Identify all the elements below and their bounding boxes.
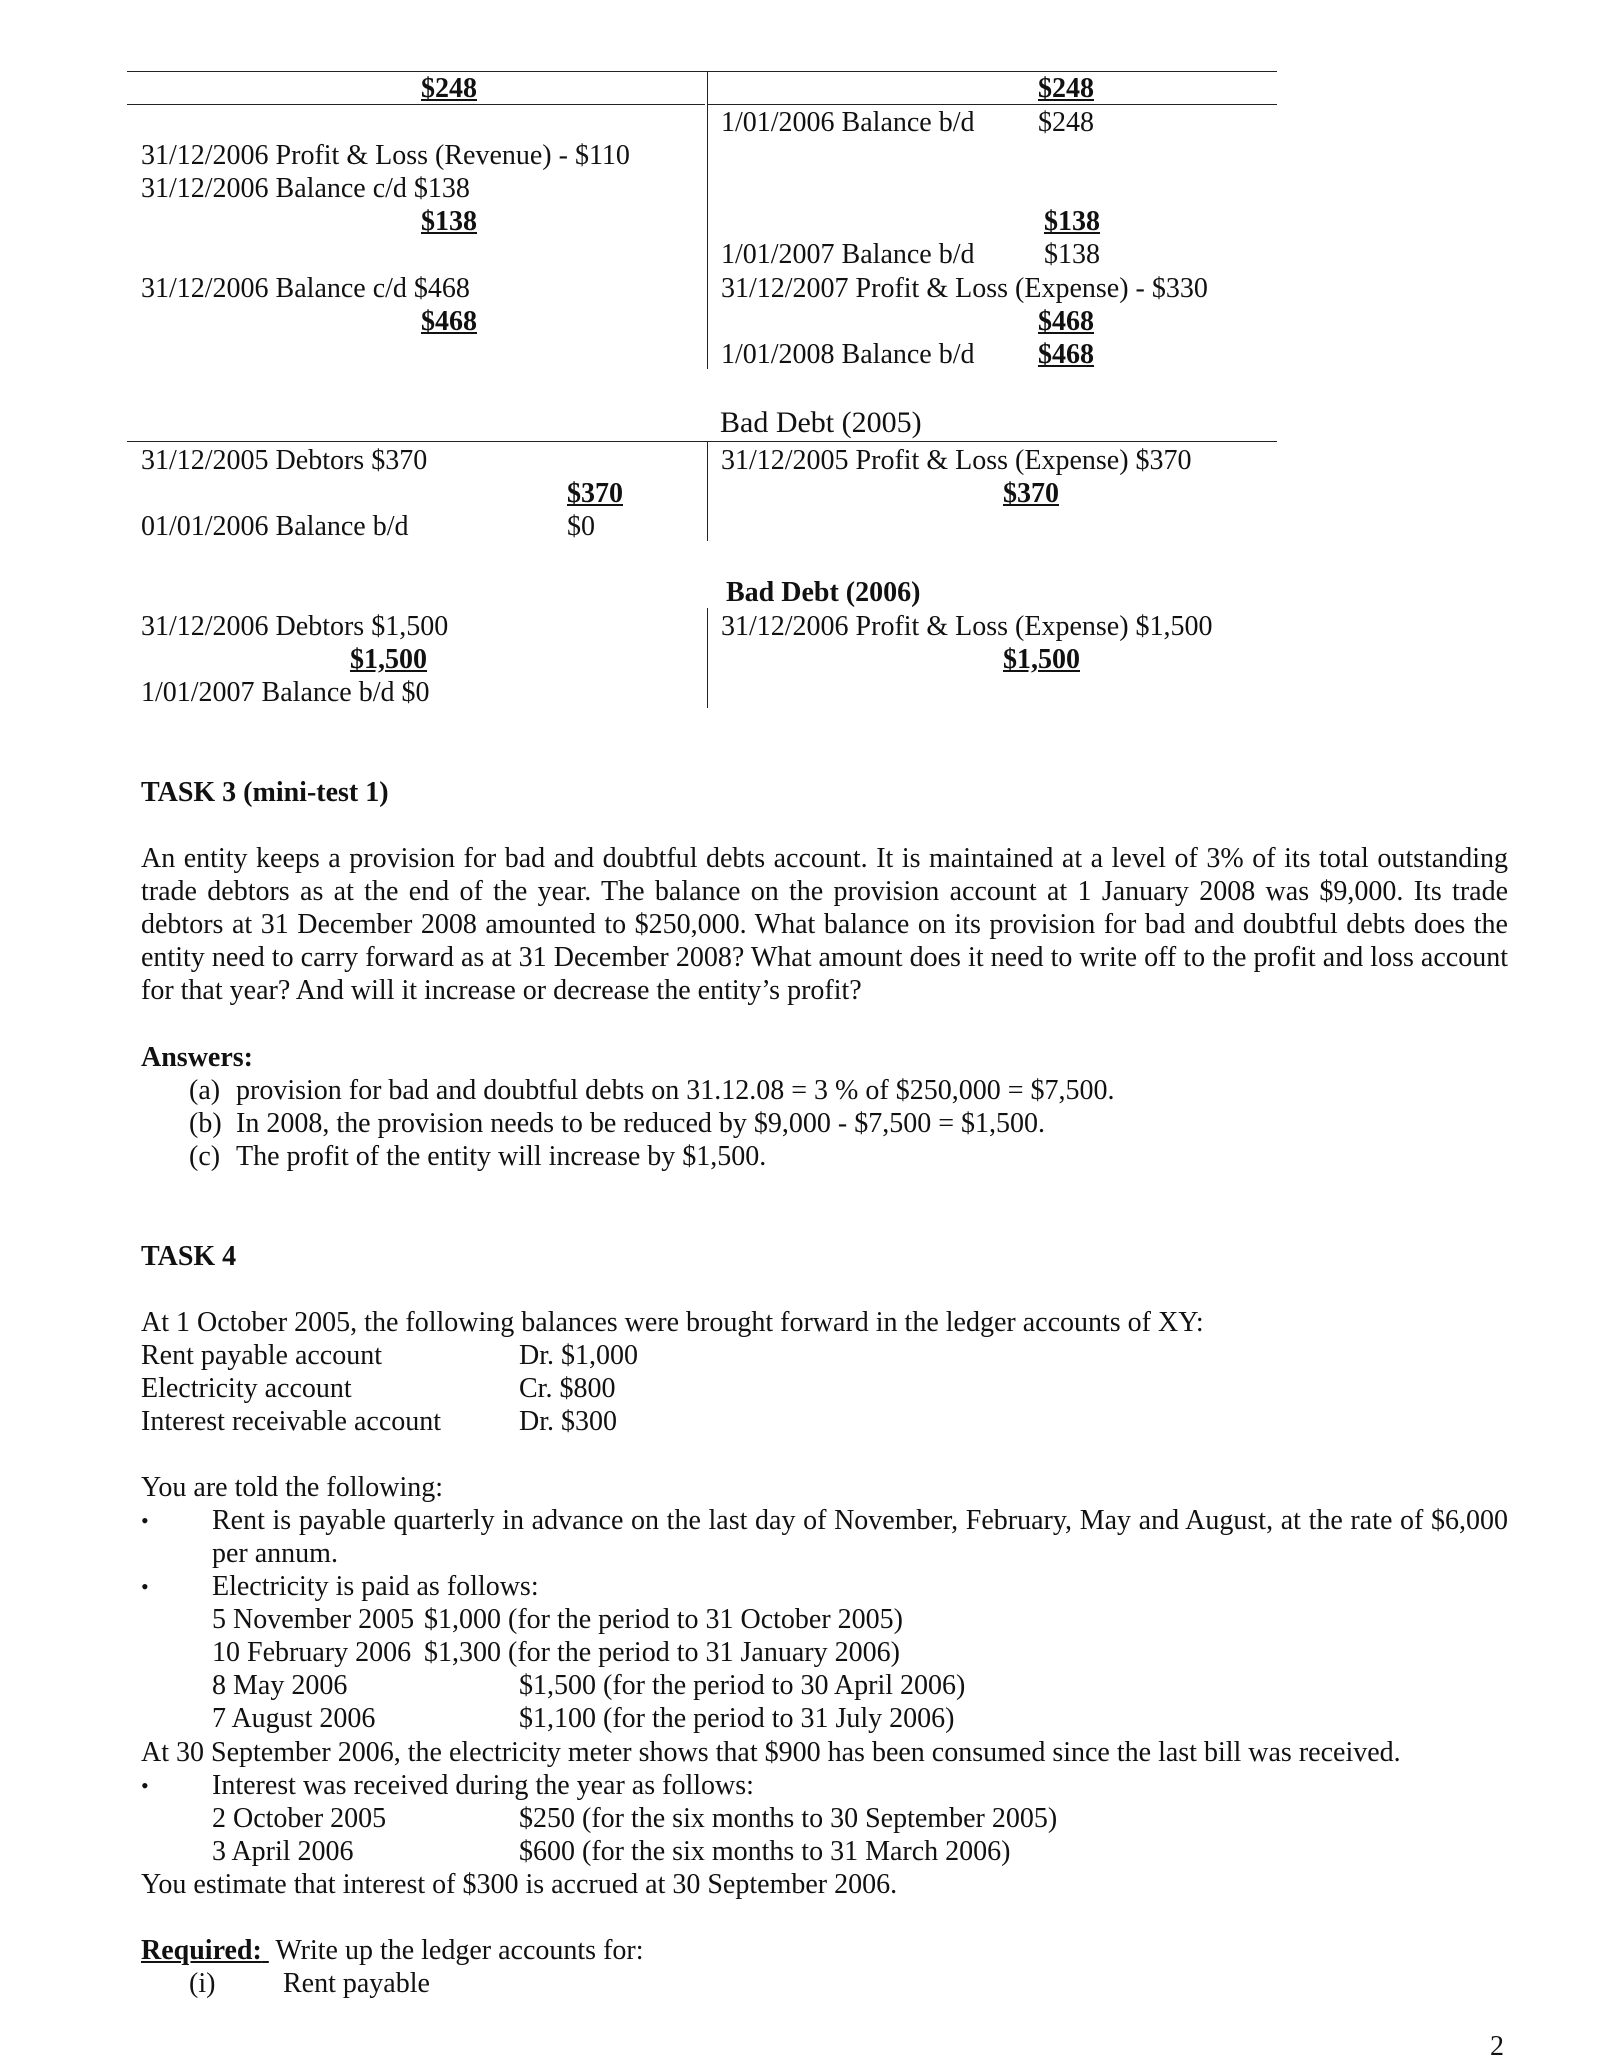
task4-heading: TASK 4 <box>141 1241 237 1272</box>
answer-label: (b) <box>189 1108 222 1139</box>
payment-date: 2 October 2005 <box>212 1803 387 1834</box>
payment-detail: $1,500 (for the period to 30 April 2006) <box>519 1670 966 1701</box>
balance-account: Electricity account <box>141 1373 352 1404</box>
ledger-divider <box>707 71 708 369</box>
ledger-left-rule <box>127 104 705 105</box>
bullet-icon: • <box>141 1773 149 1798</box>
task3-question: An entity keeps a provision for bad and doubtful debts account. It is maintained at a level of 3% of its total outstanding trade debtors as at the end of the year. The balance on the provision account at 1 January 2008 was $9,000. Its trade debtors at 31 December 2008 amounted to $250,000. What balance on its provision for bad and doubtful debts does the entity need to carry forward as at 31 December 2008? What amount does it need to write off to the profit and loss account for that year? And will it increase or decrease the entity’s profit? <box>141 843 1508 1006</box>
bullet-icon: • <box>141 1574 149 1599</box>
ledger-entry: 1/01/2006 Balance b/d <box>721 107 975 138</box>
answer-text: provision for bad and doubtful debts on 31.12.08 = 3 % of $250,000 = $7,500. <box>236 1075 1115 1106</box>
payment-detail: $1,000 (for the period to 31 October 2005) <box>424 1604 903 1635</box>
account-divider <box>707 608 708 708</box>
answer-label: (c) <box>189 1141 221 1172</box>
balance-value: Cr. $800 <box>519 1373 616 1404</box>
ledger-left-total: $468 <box>421 306 477 337</box>
ledger-right-total: $138 <box>1044 206 1100 237</box>
balance-account: Interest receivable account <box>141 1406 442 1437</box>
ledger-amount: $138 <box>1044 239 1100 270</box>
task3-heading: TASK 3 (mini-test 1) <box>141 777 389 808</box>
account-rule <box>127 441 1277 442</box>
ledger-entry: 01/01/2006 Balance b/d <box>141 511 409 542</box>
ledger-right-total: $248 <box>1038 73 1094 104</box>
ledger-entry: 31/12/2005 Debtors $370 <box>141 445 428 476</box>
payment-detail: $250 (for the six months to 30 September 2005) <box>519 1803 1058 1834</box>
ledger-amount: $248 <box>1038 107 1094 138</box>
ledger-entry: 1/01/2008 Balance b/d <box>721 339 975 370</box>
payment-detail: $1,300 (for the period to 31 January 2006) <box>424 1637 900 1668</box>
ledger-right-total: $468 <box>1038 306 1094 337</box>
payment-date: 3 April 2006 <box>212 1836 354 1867</box>
elec-bullet-text: Electricity is paid as follows: <box>212 1571 539 1602</box>
ledger-entry: 31/12/2007 Profit & Loss (Expense) - $330 <box>721 273 1208 304</box>
payment-detail: $1,100 (for the period to 31 July 2006) <box>519 1703 955 1734</box>
ledger-entry: 31/12/2006 Profit & Loss (Revenue) - $110 <box>141 140 630 171</box>
ledger-entry: 31/12/2006 Balance c/d $138 <box>141 173 470 204</box>
account-divider <box>707 441 708 541</box>
answer-text: The profit of the entity will increase by $1,500. <box>236 1141 767 1172</box>
rent-bullet-text: Rent is payable quarterly in advance on the last day of November, February, May and August, at the rate of $6,000 per annum. <box>212 1505 1508 1569</box>
required-label: Required: <box>141 1935 262 1966</box>
payment-date: 7 August 2006 <box>212 1703 376 1734</box>
ledger-entry: 1/01/2007 Balance b/d <box>721 239 975 270</box>
required-item-label: (i) <box>189 1968 216 1999</box>
interest-bullet-text: Interest was received during the year as follows: <box>212 1770 754 1801</box>
ledger-entry: 31/12/2006 Balance c/d $468 <box>141 273 470 304</box>
ledger-amount: $468 <box>1038 339 1094 370</box>
required-label-space <box>262 1935 269 1966</box>
account-title: Bad Debt (2005) <box>720 406 922 439</box>
ledger-left-total: $138 <box>421 206 477 237</box>
required-line <box>141 1934 644 1967</box>
payment-detail: $600 (for the six months to 31 March 2006) <box>519 1836 1011 1867</box>
ledger-left-total: $248 <box>421 73 477 104</box>
answer-label: (a) <box>189 1075 221 1106</box>
ledger-right-total: $1,500 <box>1003 644 1080 675</box>
ledger-left-total: $1,500 <box>350 644 427 675</box>
payment-date: 5 November 2005 <box>212 1604 415 1635</box>
ledger-top-rule <box>127 71 1277 72</box>
ledger-right-total: $370 <box>1003 478 1059 509</box>
payment-date: 10 February 2006 <box>212 1637 412 1668</box>
ledger-right-rule <box>707 104 1277 105</box>
task4-intro: At 1 October 2005, the following balances were brought forward in the ledger accounts of XY: <box>141 1307 1204 1338</box>
told-intro: You are told the following: <box>141 1472 444 1503</box>
ledger-left-total: $370 <box>567 478 623 509</box>
page-number: 2 <box>1490 2031 1504 2062</box>
answer-text: In 2008, the provision needs to be reduced by $9,000 - $7,500 = $1,500. <box>236 1108 1045 1139</box>
ledger-entry: 31/12/2006 Profit & Loss (Expense) $1,500 <box>721 611 1213 642</box>
ledger-entry: 1/01/2007 Balance b/d $0 <box>141 677 430 708</box>
balance-value: Dr. $300 <box>519 1406 617 1437</box>
payment-date: 8 May 2006 <box>212 1670 348 1701</box>
meter-note: At 30 September 2006, the electricity meter shows that $900 has been consumed since the last bill was received. <box>141 1737 1401 1768</box>
account-title: Bad Debt (2006) <box>726 577 921 608</box>
ledger-entry: 31/12/2005 Profit & Loss (Expense) $370 <box>721 445 1192 476</box>
required-item-text: Rent payable <box>283 1968 430 1999</box>
required-text: Write up the ledger accounts for: <box>268 1935 644 1966</box>
answers-heading: Answers: <box>141 1042 253 1073</box>
ledger-entry: 31/12/2006 Debtors $1,500 <box>141 611 449 642</box>
balance-account: Rent payable account <box>141 1340 383 1371</box>
balance-value: Dr. $1,000 <box>519 1340 638 1371</box>
accrual-note: You estimate that interest of $300 is accrued at 30 September 2006. <box>141 1869 898 1900</box>
ledger-amount: $0 <box>567 511 595 542</box>
bullet-icon: • <box>141 1508 149 1533</box>
